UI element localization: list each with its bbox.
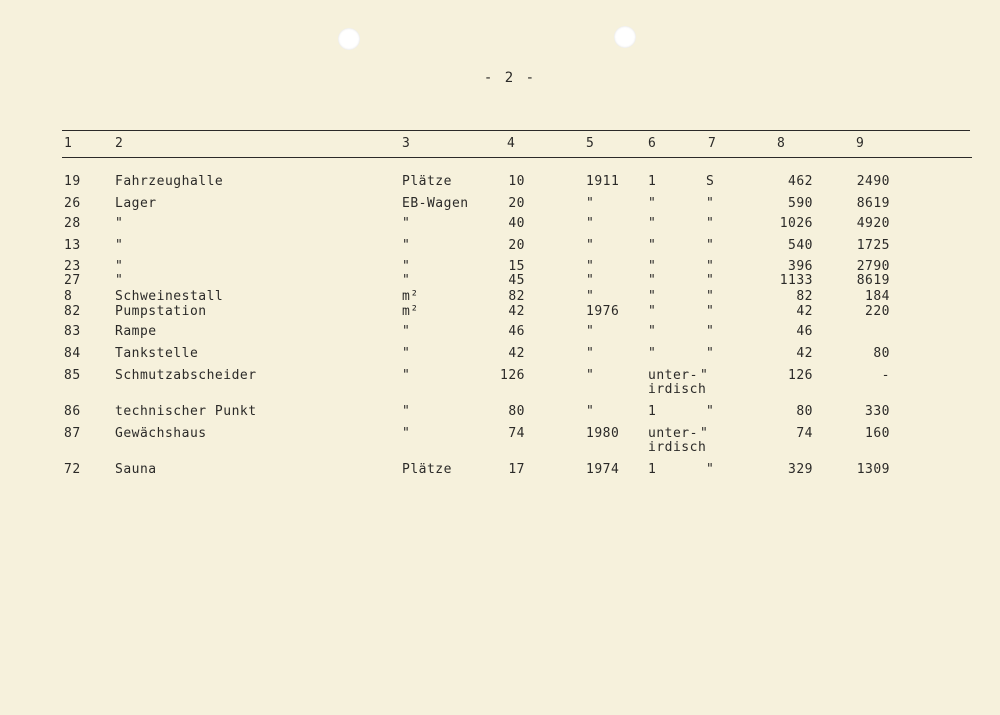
table-cell-c9: 8619 xyxy=(856,196,890,211)
table-cell-c6: unter- irdisch xyxy=(648,368,707,397)
table-cell-c5: " xyxy=(586,404,595,419)
table-cell-c9: 80 xyxy=(873,346,890,361)
table-header-rule xyxy=(62,157,972,158)
table-cell-c6: " xyxy=(648,324,657,339)
table-cell-c4: 15 xyxy=(508,259,525,274)
table-cell-c1: 86 xyxy=(64,404,81,419)
table-cell-c1: 19 xyxy=(64,174,81,189)
table-cell-c7: " xyxy=(706,289,715,304)
table-cell-c4: 20 xyxy=(508,196,525,211)
table-cell-c8: 82 xyxy=(796,289,813,304)
table-cell-c2: " xyxy=(115,273,124,288)
table-cell-c8: 74 xyxy=(796,426,813,441)
table-cell-c3: m² xyxy=(402,289,419,304)
table-cell-c2: " xyxy=(115,259,124,274)
table-cell-c1: 8 xyxy=(64,289,73,304)
table-cell-c7: " xyxy=(706,216,715,231)
table-cell-c4: 126 xyxy=(500,368,525,383)
table-cell-c7: " xyxy=(706,462,715,477)
column-header-7: 7 xyxy=(708,136,717,151)
table-cell-c6: unter- irdisch xyxy=(648,426,707,455)
punch-hole-right xyxy=(614,26,636,48)
table-cell-c2: Tankstelle xyxy=(115,346,199,361)
table-cell-c8: 329 xyxy=(788,462,813,477)
column-header-4: 4 xyxy=(507,136,516,151)
table-cell-c9: 2790 xyxy=(856,259,890,274)
table-cell-c2: Gewächshaus xyxy=(115,426,207,441)
table-cell-c8: 42 xyxy=(796,346,813,361)
table-cell-c3: " xyxy=(402,346,411,361)
table-cell-c2: Sauna xyxy=(115,462,157,477)
table-cell-c3: " xyxy=(402,324,411,339)
table-cell-c3: " xyxy=(402,216,411,231)
table-cell-c6: " xyxy=(648,196,657,211)
table-cell-c4: 80 xyxy=(508,404,525,419)
table-cell-c9: - xyxy=(881,368,890,383)
table-cell-c3: " xyxy=(402,404,411,419)
table-cell-c4: 46 xyxy=(508,324,525,339)
table-cell-c1: 72 xyxy=(64,462,81,477)
table-cell-c2: Pumpstation xyxy=(115,304,207,319)
table-cell-c8: 396 xyxy=(788,259,813,274)
table-cell-c5: " xyxy=(586,259,595,274)
table-cell-c6: 1 xyxy=(648,174,657,189)
table-cell-c8: 80 xyxy=(796,404,813,419)
table-cell-c4: 40 xyxy=(508,216,525,231)
table-cell-c1: 87 xyxy=(64,426,81,441)
table-cell-c3: m² xyxy=(402,304,419,319)
table-cell-c6: " xyxy=(648,273,657,288)
table-cell-c3: " xyxy=(402,273,411,288)
table-cell-c2: Schmutzabscheider xyxy=(115,368,257,383)
table-cell-c1: 26 xyxy=(64,196,81,211)
table-cell-c5: " xyxy=(586,346,595,361)
table-cell-c4: 45 xyxy=(508,273,525,288)
table-cell-c8: 1133 xyxy=(779,273,813,288)
table-cell-c4: 42 xyxy=(508,304,525,319)
table-cell-c8: 126 xyxy=(788,368,813,383)
table-cell-c9: 220 xyxy=(865,304,890,319)
table-cell-c5: " xyxy=(586,196,595,211)
column-header-3: 3 xyxy=(402,136,411,151)
table-cell-c5: " xyxy=(586,289,595,304)
table-cell-c1: 23 xyxy=(64,259,81,274)
table-cell-c5: 1911 xyxy=(586,174,620,189)
table-cell-c7: S xyxy=(706,174,715,189)
table-cell-c5: 1980 xyxy=(586,426,620,441)
table-cell-c6: " xyxy=(648,289,657,304)
table-cell-c3: " xyxy=(402,368,411,383)
table-cell-c3: " xyxy=(402,426,411,441)
table-cell-c7: " xyxy=(700,368,709,383)
table-cell-c5: " xyxy=(586,324,595,339)
table-cell-c4: 20 xyxy=(508,238,525,253)
table-cell-c8: 46 xyxy=(796,324,813,339)
table-cell-c8: 462 xyxy=(788,174,813,189)
table-cell-c7: " xyxy=(706,273,715,288)
table-cell-c2: technischer Punkt xyxy=(115,404,257,419)
table-cell-c2: " xyxy=(115,216,124,231)
table-cell-c4: 42 xyxy=(508,346,525,361)
table-cell-c1: 28 xyxy=(64,216,81,231)
table-cell-c9: 184 xyxy=(865,289,890,304)
table-cell-c9: 4920 xyxy=(856,216,890,231)
table-cell-c4: 82 xyxy=(508,289,525,304)
table-cell-c1: 13 xyxy=(64,238,81,253)
column-header-2: 2 xyxy=(115,136,124,151)
table-cell-c6: 1 xyxy=(648,404,657,419)
table-cell-c2: Lager xyxy=(115,196,157,211)
table-cell-c7: " xyxy=(706,196,715,211)
table-cell-c9: 330 xyxy=(865,404,890,419)
table-top-rule xyxy=(62,130,970,131)
table-cell-c6: " xyxy=(648,346,657,361)
table-cell-c8: 590 xyxy=(788,196,813,211)
table-cell-c1: 85 xyxy=(64,368,81,383)
table-cell-c1: 82 xyxy=(64,304,81,319)
table-cell-c6: " xyxy=(648,259,657,274)
table-cell-c4: 74 xyxy=(508,426,525,441)
table-cell-c8: 1026 xyxy=(779,216,813,231)
table-cell-c2: " xyxy=(115,238,124,253)
table-cell-c5: 1976 xyxy=(586,304,620,319)
table-cell-c4: 10 xyxy=(508,174,525,189)
table-cell-c7: " xyxy=(706,238,715,253)
table-cell-c3: Plätze xyxy=(402,174,452,189)
table-cell-c9: 2490 xyxy=(856,174,890,189)
table-cell-c9: 1725 xyxy=(856,238,890,253)
table-cell-c1: 27 xyxy=(64,273,81,288)
column-header-1: 1 xyxy=(64,136,73,151)
page-number: - 2 - xyxy=(483,70,537,86)
table-cell-c7: " xyxy=(706,324,715,339)
table-cell-c9: 160 xyxy=(865,426,890,441)
table-cell-c5: " xyxy=(586,273,595,288)
table-cell-c6: " xyxy=(648,304,657,319)
table-cell-c2: Schweinestall xyxy=(115,289,224,304)
table-cell-c1: 84 xyxy=(64,346,81,361)
table-cell-c6: " xyxy=(648,216,657,231)
table-cell-c3: " xyxy=(402,238,411,253)
table-cell-c8: 42 xyxy=(796,304,813,319)
table-cell-c5: " xyxy=(586,216,595,231)
table-cell-c4: 17 xyxy=(508,462,525,477)
column-header-8: 8 xyxy=(777,136,786,151)
table-cell-c3: EB-Wagen xyxy=(402,196,469,211)
table-cell-c7: " xyxy=(700,426,709,441)
table-cell-c5: " xyxy=(586,368,595,383)
table-cell-c2: Rampe xyxy=(115,324,157,339)
column-header-6: 6 xyxy=(648,136,657,151)
table-cell-c5: 1974 xyxy=(586,462,620,477)
table-cell-c8: 540 xyxy=(788,238,813,253)
column-header-9: 9 xyxy=(856,136,865,151)
table-cell-c1: 83 xyxy=(64,324,81,339)
table-cell-c7: " xyxy=(706,346,715,361)
table-cell-c6: " xyxy=(648,238,657,253)
table-cell-c5: " xyxy=(586,238,595,253)
table-cell-c7: " xyxy=(706,304,715,319)
punch-hole-left xyxy=(338,28,360,50)
table-cell-c7: " xyxy=(706,259,715,274)
table-cell-c2: Fahrzeughalle xyxy=(115,174,224,189)
table-cell-c9: 1309 xyxy=(856,462,890,477)
table-cell-c3: Plätze xyxy=(402,462,452,477)
table-cell-c3: " xyxy=(402,259,411,274)
table-cell-c6: 1 xyxy=(648,462,657,477)
table-cell-c7: " xyxy=(706,404,715,419)
column-header-5: 5 xyxy=(586,136,595,151)
table-cell-c9: 8619 xyxy=(856,273,890,288)
